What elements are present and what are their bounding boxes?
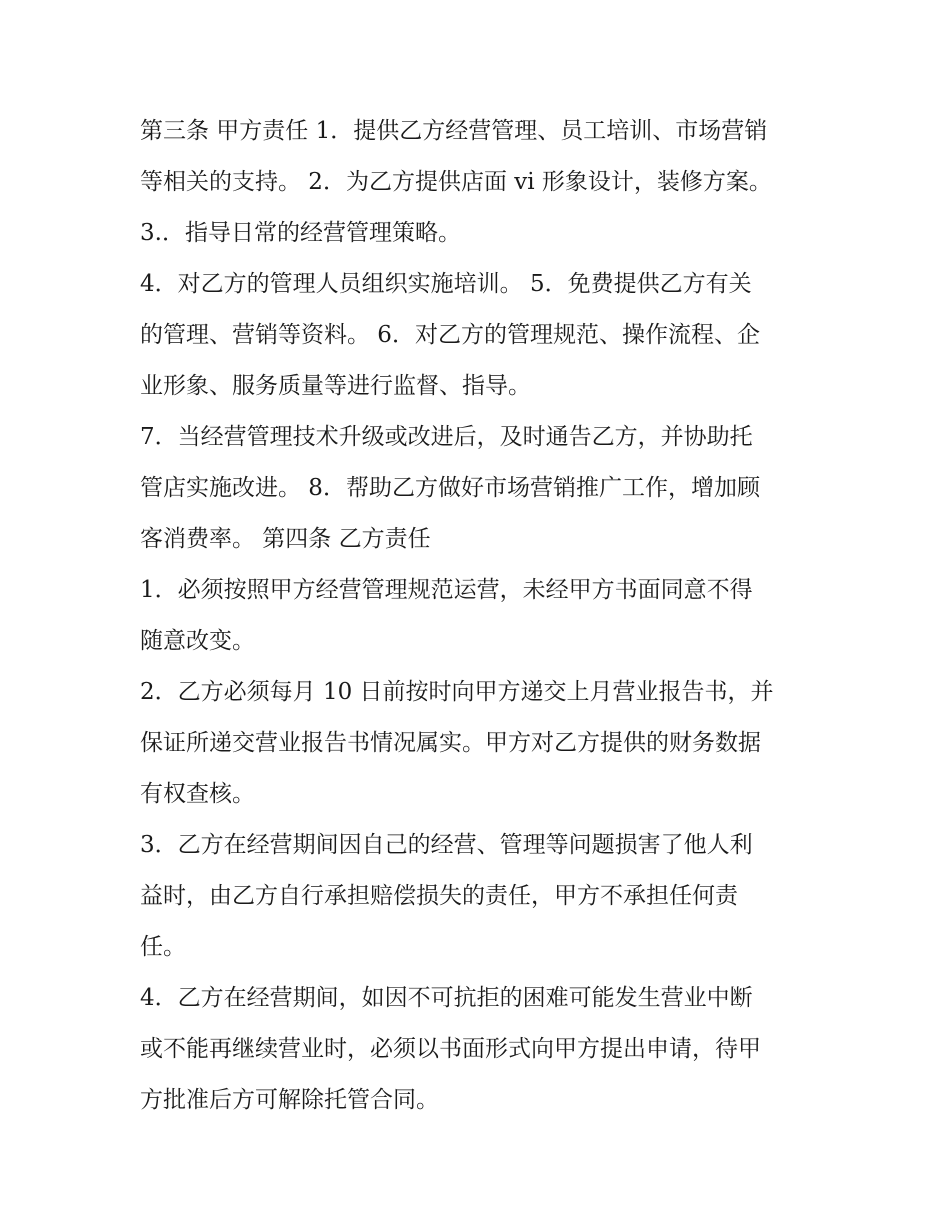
text-line: 业形象、服务质量等进行监督、指导。 [140,373,531,399]
text-line: 任。 [140,934,186,960]
text-line: 等相关的支持。 2．为乙方提供店面 vi 形象设计，装修方案。 [140,169,772,195]
text-line: 3．乙方在经营期间因自己的经营、管理等问题损害了他人利 [140,832,753,858]
text-line: 方批准后方可解除托管合同。 [140,1087,439,1113]
text-line: 或不能再继续营业时，必须以书面形式向甲方提出申请，待甲 [140,1036,761,1062]
text-line: 2．乙方必须每月 10 日前按时向甲方递交上月营业报告书，并 [140,679,774,705]
text-line: 第三条 甲方责任 1．提供乙方经营管理、员工培训、市场营销 [140,118,768,144]
text-line: 4．对乙方的管理人员组织实施培训。 5．免费提供乙方有关 [140,271,752,297]
text-line: 的管理、营销等资料。 6．对乙方的管理规范、操作流程、企 [140,322,760,348]
text-line: 有权查核。 [140,781,255,807]
text-line: 客消费率。 第四条 乙方责任 [140,526,431,552]
text-line: 3.．指导日常的经营管理策略。 [140,220,461,246]
contract-body-text [140,106,820,1126]
text-line: 管店实施改进。 8．帮助乙方做好市场营销推广工作，增加顾 [140,475,760,501]
text-line: 4．乙方在经营期间，如因不可抗拒的困难可能发生营业中断 [140,985,753,1011]
text-line: 益时，由乙方自行承担赔偿损失的责任，甲方不承担任何责 [140,883,738,909]
text-line: 保证所递交营业报告书情况属实。甲方对乙方提供的财务数据 [140,730,761,756]
text-line: 1．必须按照甲方经营管理规范运营，未经甲方书面同意不得 [140,577,753,603]
text-line: 7．当经营管理技术升级或改进后，及时通告乙方，并协助托 [140,424,753,450]
text-line: 随意改变。 [140,628,255,654]
